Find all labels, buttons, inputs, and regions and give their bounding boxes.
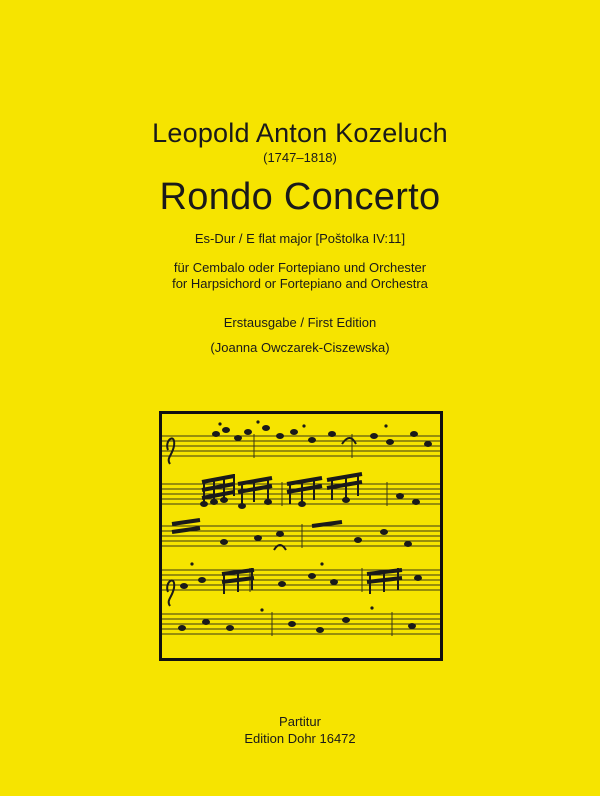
music-manuscript-illustration [162,414,440,658]
manuscript-score-image [159,411,443,661]
composer-lifespan: (1747–1818) [263,150,337,165]
editor-name: (Joanna Owczarek-Ciszewska) [210,340,390,355]
work-title: Rondo Concerto [159,176,441,218]
edition-type: Erstausgabe / First Edition [223,315,377,330]
score-format: Partitur [279,714,321,729]
composer-name: Leopold Anton Kozeluch [152,118,448,148]
key-and-catalog: Es-Dur / E flat major [Poštolka IV:11] [194,231,406,246]
instrumentation-english: for Harpsichord or Fortepiano and Orchestra [172,276,428,291]
publisher-catalog-number: Edition Dohr 16472 [244,731,356,746]
instrumentation-german: für Cembalo oder Fortepiano und Orchester [173,260,427,275]
